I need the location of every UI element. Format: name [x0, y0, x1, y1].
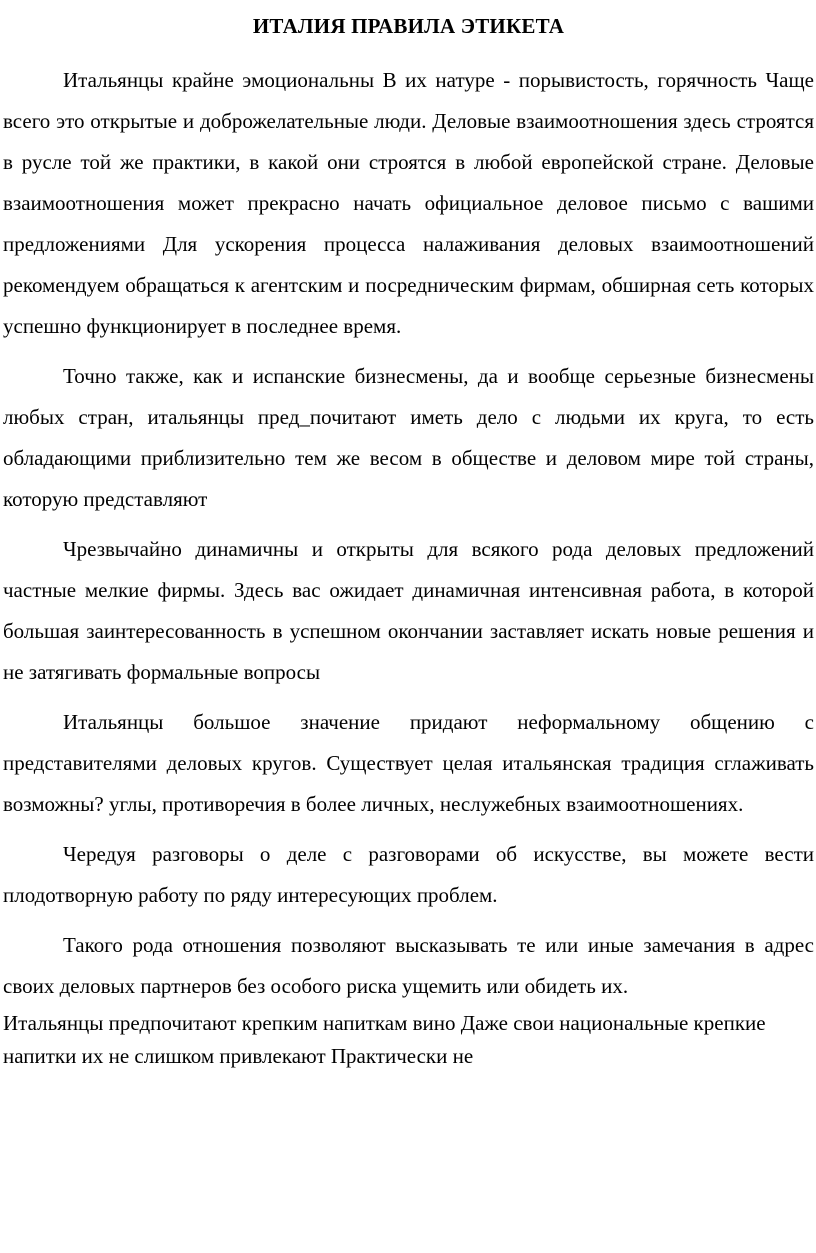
paragraph-small-firms: Чрезвычайно динамичны и открыты для всякого рода деловых предложений частные мелкие фирмы. Здесь вас ожидает динамичная интенсивная работа, в которой большая заинтересованность в успешном окончании заставляет искать новые решения и не затягивать формальные вопросы [3, 537, 814, 684]
paragraph-temperament: Итальянцы крайне эмоциональны В их натуре - порывистость, горячность Чаще всего это открытые и доброжелательные люди. Деловые взаимоотношения здесь строятся в русле той же практики, в какой они строятся в любой европейской стране. Деловые взаимоотношения может прекрасно начать официальное деловое письмо с вашими предложениями Для ускорения процесса налаживания деловых взаимоотношений рекомендуем обращаться к агентским и посредническим фирмам, обширная сеть которых успешно функционирует в последнее время. [3, 68, 814, 338]
paragraph-art-conversations: Чередуя разговоры о деле с разговорами об искусстве, вы можете вести плодотворную работу по ряду интересующих проблем. [3, 842, 814, 907]
paragraph-informal-communication: Итальянцы большое значение придают неформальному общению с представителями деловых кругов. Существует целая итальянская традиция сглаживать возможны? углы, противоречия в более личных, неслужебных взаимоотношениях. [3, 710, 814, 816]
paragraph-wine: Итальянцы предпочитают крепким напиткам вино Даже свои национальные крепкие напитки их не слишком привлекают Практически не [3, 1011, 766, 1068]
page-title: ИТАЛИЯ ПРАВИЛА ЭТИКЕТА [252, 14, 565, 38]
paragraph-remarks: Такого рода отношения позволяют высказывать те или иные замечания в адрес своих деловых партнеров без особого риска ущемить или обидеть их. [3, 933, 814, 998]
paragraph-business-circles: Точно также, как и испанские бизнесмены, да и вообще серьезные бизнесмены любых стран, итальянцы пред_почитают иметь дело с людьми их круга, то есть обладающими приблизительно тем же весом в обществе и деловом мире той страны, которую представляют [3, 364, 814, 511]
